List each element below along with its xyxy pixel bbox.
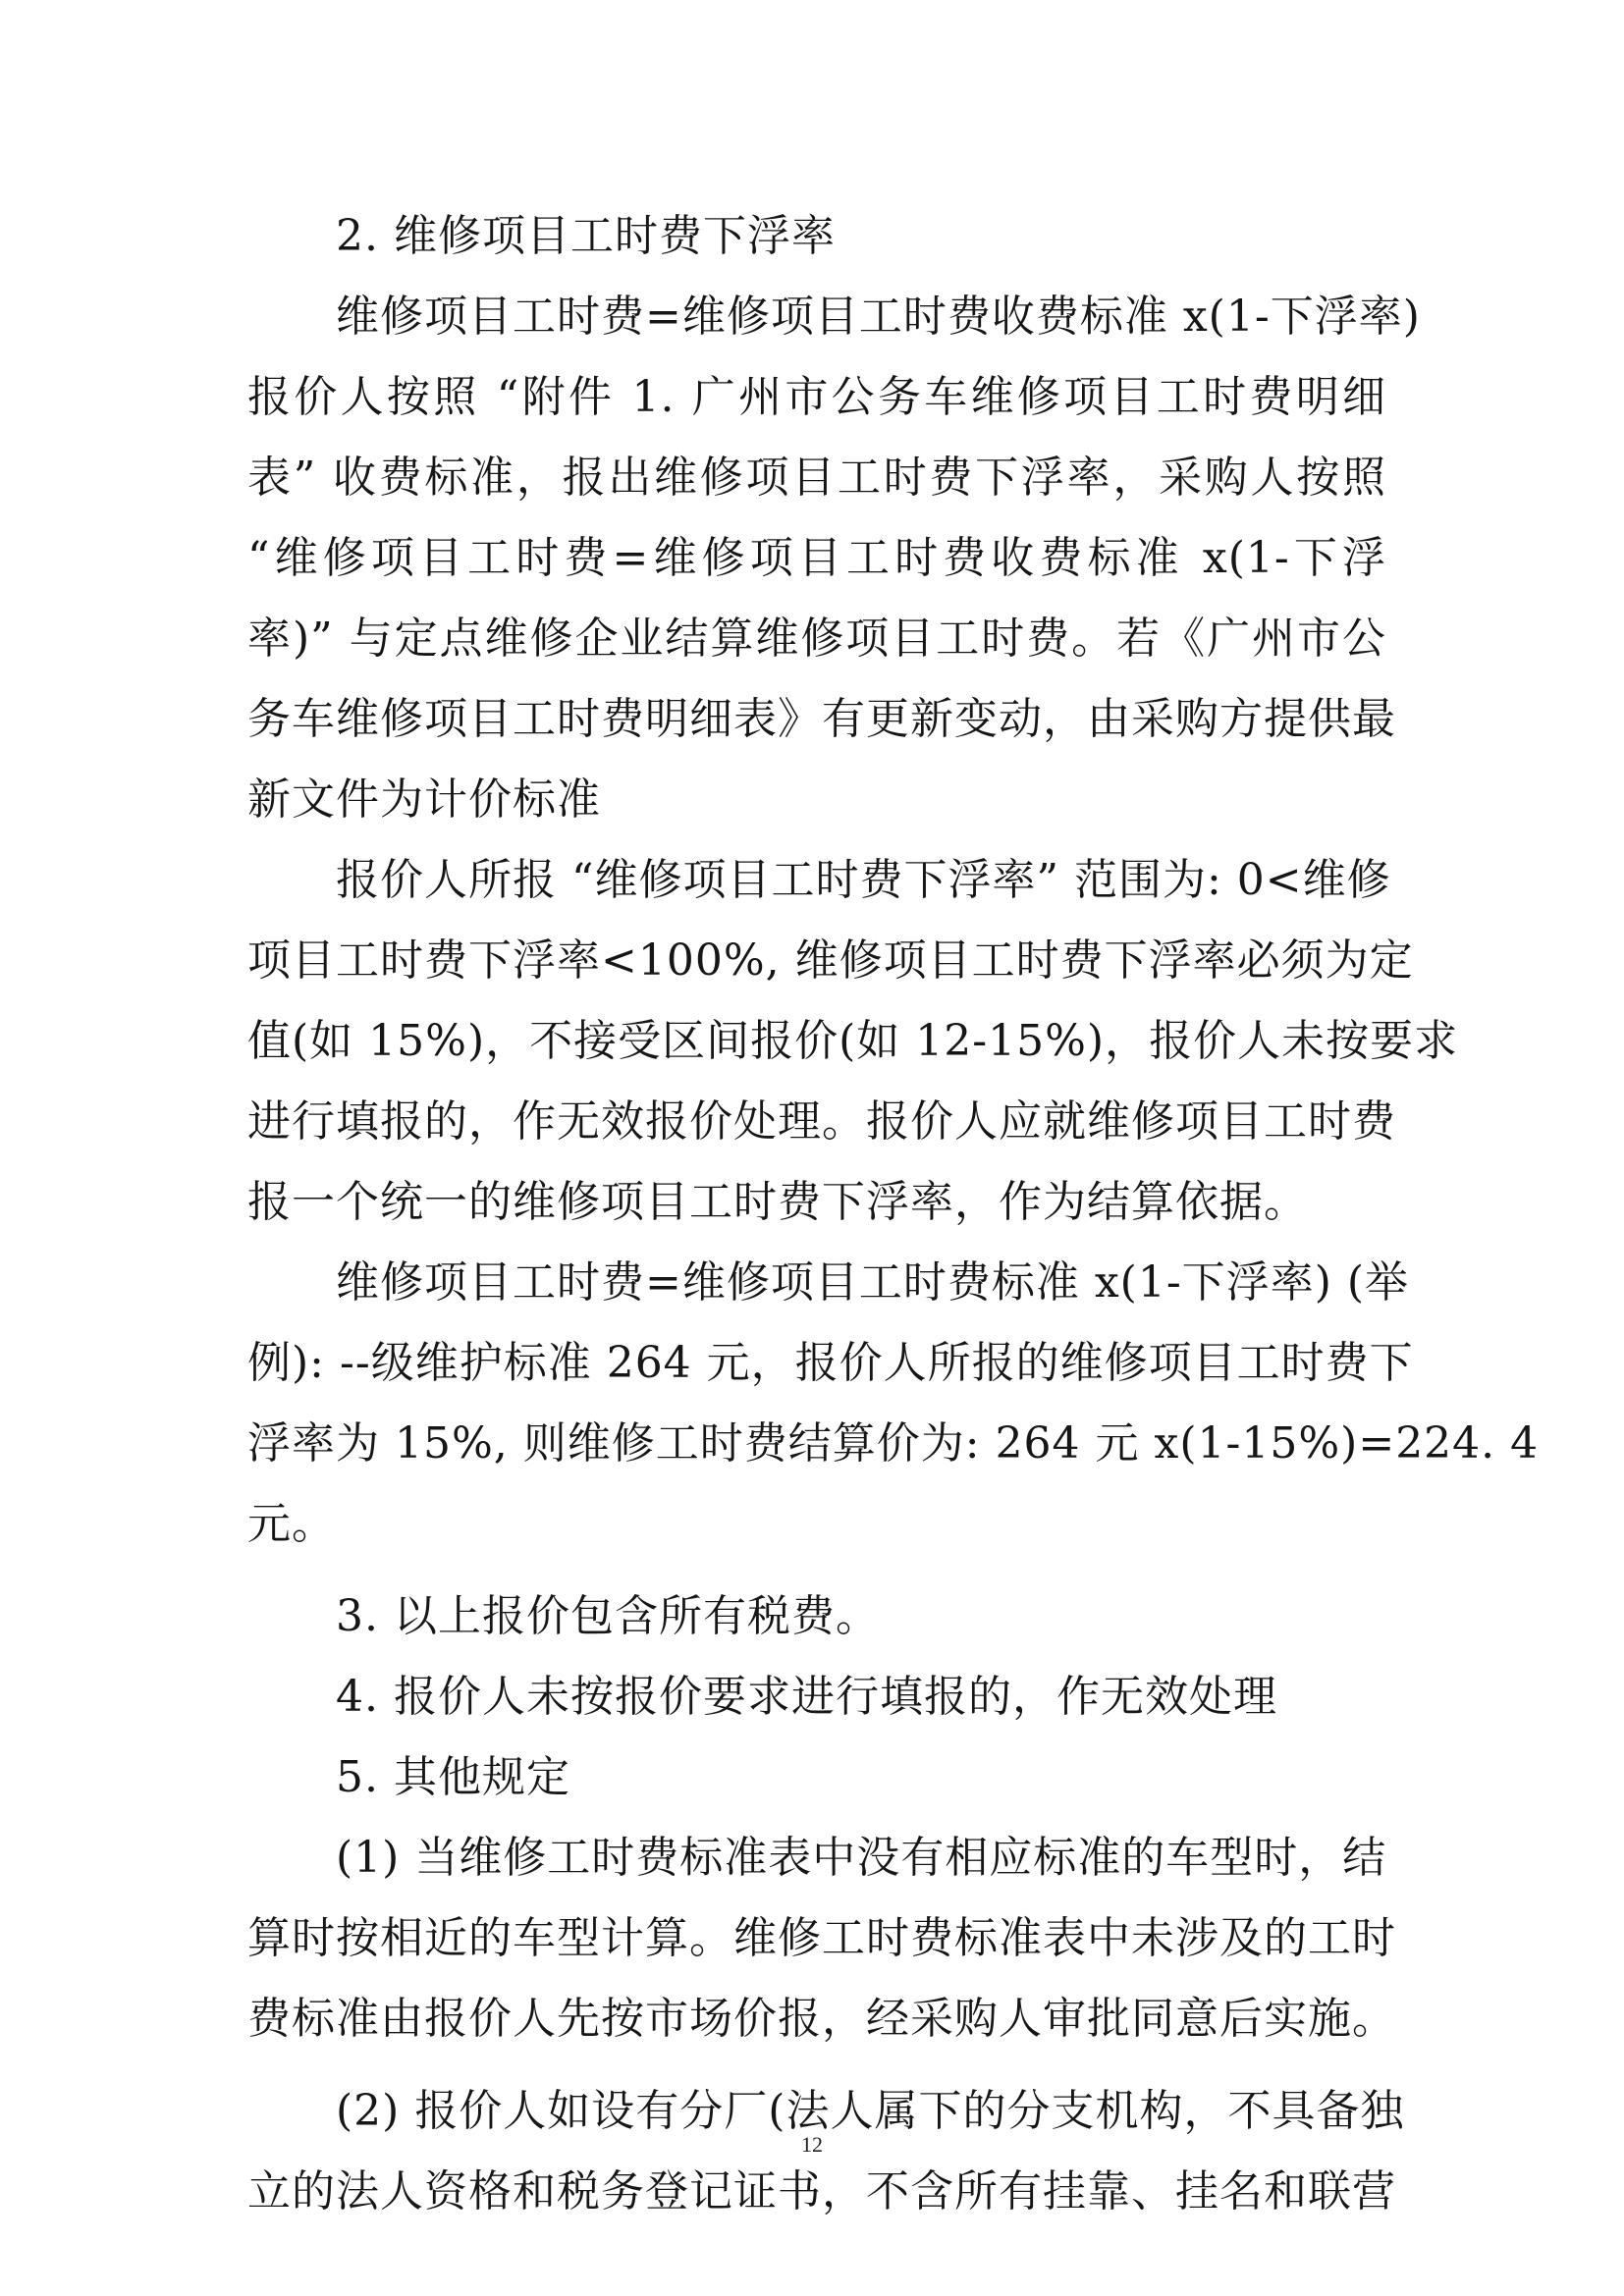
body-line: 报价人按照 “附件 1. 广州市公务车维修项目工时费明细 <box>247 372 1386 422</box>
numbered-item: 5. 其他规定 <box>336 1752 570 1802</box>
page-number: 12 <box>801 2132 823 2157</box>
paragraph-start-line: 报价人所报 “维修项目工时费下浮率” 范围为: 0<维修 <box>336 855 1391 905</box>
body-line: 进行填报的，作无效报价处理。报价人应就维修项目工时费 <box>247 1096 1396 1147</box>
body-line: 报一个统一的维修项目工时费下浮率，作为结算依据。 <box>247 1177 1308 1227</box>
body-line: 值(如 15%)，不接受区间报价(如 12-15%)，报价人未按要求 <box>247 1016 1459 1066</box>
body-line: 例): --级维护标准 264 元，报价人所报的维修项目工时费下 <box>247 1338 1414 1388</box>
example-formula-line: 维修项目工时费=维修项目工时费标准 x(1-下浮率) (举 <box>336 1257 1410 1308</box>
sub-item-line: (2) 报价人如设有分厂(法人属下的分支机构，不具备独 <box>336 2086 1405 2136</box>
body-line: 率)” 与定点维修企业结算维修项目工时费。若《广州市公 <box>247 614 1386 664</box>
body-line: 算时按相近的车型计算。维修工时费标准表中未涉及的工时 <box>247 1913 1396 1963</box>
formula-line: 维修项目工时费=维修项目工时费收费标准 x(1-下浮率) <box>336 292 1421 342</box>
body-line: 新文件为计价标准 <box>247 774 601 825</box>
document-body <box>247 196 1540 2232</box>
body-line: “维修项目工时费=维修项目工时费收费标准 x(1-下浮 <box>247 533 1386 583</box>
body-line: 立的法人资格和税务登记证书，不含所有挂靠、挂名和联营 <box>247 2166 1396 2216</box>
section-heading: 2. 维修项目工时费下浮率 <box>336 211 836 261</box>
body-line: 费标准由报价人先按市场价报，经采购人审批同意后实施。 <box>247 1994 1396 2044</box>
body-line: 务车维修项目工时费明细表》有更新变动，由采购方提供最 <box>247 694 1396 744</box>
numbered-item: 4. 报价人未按报价要求进行填报的，作无效处理 <box>336 1672 1277 1722</box>
body-line: 表” 收费标准，报出维修项目工时费下浮率，采购人按照 <box>247 453 1386 503</box>
numbered-item: 3. 以上报价包含所有税费。 <box>336 1591 880 1641</box>
sub-item-line: (1) 当维修工时费标准表中没有相应标准的车型时，结 <box>336 1833 1387 1883</box>
body-line: 浮率为 15%, 则维修工时费结算价为: 264 元 x(1-15%)=224. 4 <box>247 1418 1540 1468</box>
body-line: 元。 <box>247 1499 336 1549</box>
body-line: 项目工时费下浮率<100%, 维修项目工时费下浮率必须为定 <box>247 935 1414 986</box>
